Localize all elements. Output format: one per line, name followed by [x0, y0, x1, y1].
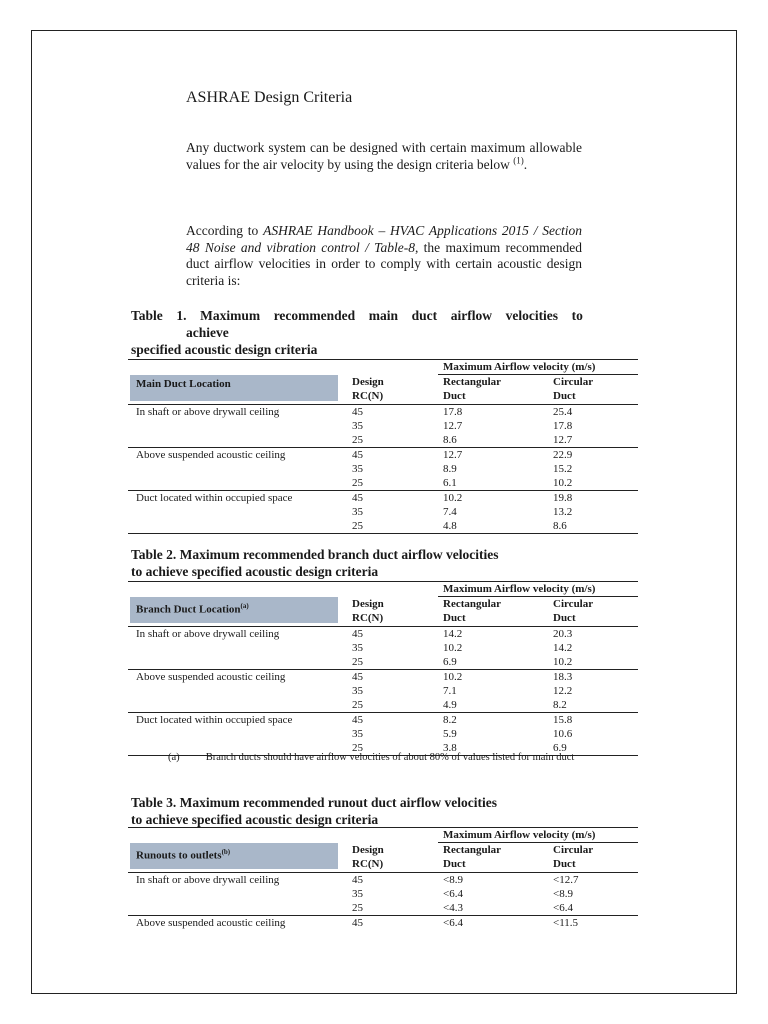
caption-word: 1.: [176, 308, 187, 323]
rect-cell: 10.2: [443, 642, 463, 654]
rect-cell: 6.1: [443, 477, 457, 489]
design-label: Design: [352, 598, 384, 610]
table-2-footnote: [168, 751, 588, 764]
rect-label: Rectangular: [443, 376, 502, 388]
table-row: [128, 433, 638, 447]
location-cell: Duct located within occupied space: [136, 714, 293, 726]
caption-word: Table: [131, 308, 163, 323]
rect-cell: <6.4: [443, 917, 463, 929]
table-row: [128, 491, 638, 505]
table-row: [128, 727, 638, 741]
rect-cell: <6.4: [443, 888, 463, 900]
max-velocity-label: Maximum Airflow velocity (m/s): [443, 361, 596, 373]
reference-suffix: , the maximum recommended duct airflow velocities in order to comply with certain acoustic design criteria is:: [186, 239, 582, 288]
table-3-caption-line-2: to achieve specified acoustic design criteria: [131, 812, 379, 827]
table-group: [128, 873, 638, 916]
circ-cell: 8.6: [553, 520, 567, 532]
max-velocity-label: Maximum Airflow velocity (m/s): [443, 829, 596, 841]
location-cell: In shaft or above drywall ceiling: [136, 406, 280, 418]
table-1: [128, 359, 638, 534]
location-cell: Above suspended acoustic ceiling: [136, 671, 286, 683]
table-group: [128, 713, 638, 756]
location-header: [130, 843, 338, 869]
table-row: [128, 698, 638, 712]
intro-end: .: [523, 156, 528, 172]
table-2-caption-line-2: to achieve specified acoustic design criteria: [131, 564, 379, 579]
design-label: Design: [352, 844, 384, 856]
caption-word: velocities: [505, 308, 559, 323]
table-row: [128, 405, 638, 419]
column-header: [128, 842, 638, 873]
duct-label: Duct: [553, 858, 576, 870]
rc-label: RC(N): [352, 858, 384, 870]
table-1-caption-line-1: [131, 307, 583, 324]
circ-label: Circular: [553, 598, 594, 610]
location-header-label: Branch Duct Location: [136, 603, 241, 616]
caption-word: Maximum: [200, 308, 261, 323]
rc-cell: 25: [352, 656, 363, 668]
circ-cell: 19.8: [553, 492, 573, 504]
circ-cell: 17.8: [553, 420, 573, 432]
design-rc-header: [352, 375, 384, 403]
rect-cell: 5.9: [443, 728, 457, 740]
circ-cell: <12.7: [553, 874, 579, 886]
table-1-caption-line-3: specified acoustic design criteria: [131, 342, 318, 357]
rc-cell: 45: [352, 492, 363, 504]
rect-cell: 4.9: [443, 699, 457, 711]
max-velocity-header: [128, 581, 638, 596]
location-header-note-mark: (a): [240, 602, 249, 610]
caption-word: to: [571, 308, 583, 323]
circ-cell: 18.3: [553, 671, 573, 683]
rc-cell: 45: [352, 671, 363, 683]
rc-cell: 35: [352, 642, 363, 654]
circ-cell: 20.3: [553, 628, 573, 640]
rc-cell: 25: [352, 902, 363, 914]
circular-header: [553, 843, 593, 871]
circ-cell: 8.2: [553, 699, 567, 711]
table-row: [128, 448, 638, 462]
location-cell: Duct located within occupied space: [136, 492, 293, 504]
reference-prefix: According to: [186, 223, 264, 238]
table-3-caption-line-1: Table 3. Maximum recommended runout duct airflow velocities: [131, 795, 497, 810]
page-title: ASHRAE Design Criteria: [186, 89, 353, 106]
circ-cell: 6.9: [553, 742, 567, 754]
circ-cell: 12.7: [553, 434, 573, 446]
circ-cell: 15.2: [553, 463, 573, 475]
intro-text: Any ductwork system can be designed with certain maximum allowable values for the air velocity by using the design criteria below: [186, 140, 582, 172]
rect-cell: 12.7: [443, 420, 463, 432]
caption-word: airflow: [450, 308, 492, 323]
table-row: [128, 873, 638, 887]
rc-cell: 25: [352, 742, 363, 754]
rect-cell: 14.2: [443, 628, 463, 640]
rect-cell: 8.2: [443, 714, 457, 726]
location-header-label: Main Duct Location: [136, 378, 231, 390]
circ-cell: 10.6: [553, 728, 573, 740]
table-row: [128, 519, 638, 533]
duct-label: Duct: [443, 858, 466, 870]
rc-cell: 25: [352, 699, 363, 711]
table-group: [128, 448, 638, 491]
rect-cell: <8.9: [443, 874, 463, 886]
table-group: [128, 405, 638, 448]
location-header: [130, 375, 338, 401]
circ-cell: <11.5: [553, 917, 579, 929]
table-group: [128, 491, 638, 534]
reference-paragraph: [186, 223, 582, 289]
design-label: Design: [352, 376, 384, 388]
rc-cell: 35: [352, 506, 363, 518]
location-cell: Above suspended acoustic ceiling: [136, 449, 286, 461]
caption-word: recommended: [273, 308, 356, 323]
circ-cell: 22.9: [553, 449, 573, 461]
rect-cell: 17.8: [443, 406, 463, 418]
location-cell: In shaft or above drywall ceiling: [136, 628, 280, 640]
circ-cell: 25.4: [553, 406, 573, 418]
rc-cell: 35: [352, 420, 363, 432]
rc-cell: 45: [352, 628, 363, 640]
table-row: [128, 476, 638, 490]
rc-cell: 35: [352, 685, 363, 697]
circular-header: [553, 375, 593, 403]
table-row: [128, 916, 638, 930]
table-2-caption: [131, 546, 498, 580]
circ-cell: 10.2: [553, 656, 573, 668]
location-header-note-mark: (b): [221, 848, 231, 856]
table-row: [128, 505, 638, 519]
design-rc-header: [352, 597, 384, 625]
rect-cell: 8.6: [443, 434, 457, 446]
footnote-mark: (a): [168, 752, 180, 763]
rect-cell: 10.2: [443, 492, 463, 504]
duct-label: Duct: [553, 390, 576, 402]
rectangular-header: [443, 597, 501, 625]
table-row: [128, 655, 638, 669]
caption-word: duct: [411, 308, 438, 323]
column-header: [128, 596, 638, 627]
rect-cell: 8.9: [443, 463, 457, 475]
location-cell: Above suspended acoustic ceiling: [136, 917, 286, 929]
caption-word: main: [368, 308, 399, 323]
table-3: [128, 827, 638, 930]
design-rc-header: [352, 843, 384, 871]
rectangular-header: [443, 375, 501, 403]
circ-label: Circular: [553, 376, 594, 388]
rect-cell: 7.1: [443, 685, 457, 697]
rc-cell: 45: [352, 714, 363, 726]
table-2: [128, 581, 638, 756]
circ-cell: <8.9: [553, 888, 573, 900]
rc-cell: 45: [352, 449, 363, 461]
table-row: [128, 670, 638, 684]
rc-cell: 25: [352, 520, 363, 532]
duct-label: Duct: [443, 390, 466, 402]
table-group: [128, 670, 638, 713]
circ-cell: 10.2: [553, 477, 573, 489]
rc-label: RC(N): [352, 390, 384, 402]
rc-cell: 35: [352, 463, 363, 475]
column-header: [128, 374, 638, 405]
intro-paragraph: [186, 140, 582, 173]
max-velocity-label: Maximum Airflow velocity (m/s): [443, 583, 596, 595]
table-row: [128, 419, 638, 433]
table-2-caption-line-1: Table 2. Maximum recommended branch duct airflow velocities: [131, 547, 499, 562]
rect-cell: 7.4: [443, 506, 457, 518]
max-velocity-header: [128, 827, 638, 842]
duct-label: Duct: [443, 612, 466, 624]
table-1-caption-line-2: achieve: [186, 325, 229, 340]
table-group: [128, 916, 638, 930]
intro-reference-mark: (1): [513, 155, 524, 165]
rectangular-header: [443, 843, 501, 871]
rc-cell: 45: [352, 917, 363, 929]
circ-cell: 14.2: [553, 642, 573, 654]
circ-cell: 13.2: [553, 506, 573, 518]
rect-cell: <4.3: [443, 902, 463, 914]
table-row: [128, 887, 638, 901]
table-group: [128, 627, 638, 670]
location-header: [130, 597, 338, 623]
rect-cell: 4.8: [443, 520, 457, 532]
circ-cell: 12.2: [553, 685, 573, 697]
rc-cell: 35: [352, 728, 363, 740]
circ-cell: <6.4: [553, 902, 573, 914]
rc-cell: 35: [352, 888, 363, 900]
rect-label: Rectangular: [443, 598, 502, 610]
circular-header: [553, 597, 593, 625]
rc-cell: 45: [352, 406, 363, 418]
rect-label: Rectangular: [443, 844, 502, 856]
table-row: [128, 684, 638, 698]
circ-label: Circular: [553, 844, 594, 856]
rc-label: RC(N): [352, 612, 384, 624]
duct-label: Duct: [553, 612, 576, 624]
rc-cell: 25: [352, 477, 363, 489]
reference-source: ASHRAE Handbook – HVAC Applications 2015 / Section 48 Noise and vibration control / Table-8: [186, 223, 582, 255]
rc-cell: 25: [352, 434, 363, 446]
rect-cell: 3.8: [443, 742, 457, 754]
table-row: [128, 641, 638, 655]
rc-cell: 45: [352, 874, 363, 886]
table-3-caption: [131, 794, 497, 828]
footnote-text: Branch ducts should have airflow velocities of about 80% of values listed for main duct: [205, 752, 575, 763]
circ-cell: 15.8: [553, 714, 573, 726]
table-row: [128, 713, 638, 727]
rect-cell: 6.9: [443, 656, 457, 668]
rect-cell: 10.2: [443, 671, 463, 683]
location-cell: In shaft or above drywall ceiling: [136, 874, 280, 886]
table-row: [128, 462, 638, 476]
table-row: [128, 901, 638, 915]
location-header-label: Runouts to outlets: [136, 849, 222, 862]
table-1-caption: [131, 307, 583, 358]
table-row: [128, 627, 638, 641]
rect-cell: 12.7: [443, 449, 463, 461]
max-velocity-header: [128, 359, 638, 374]
